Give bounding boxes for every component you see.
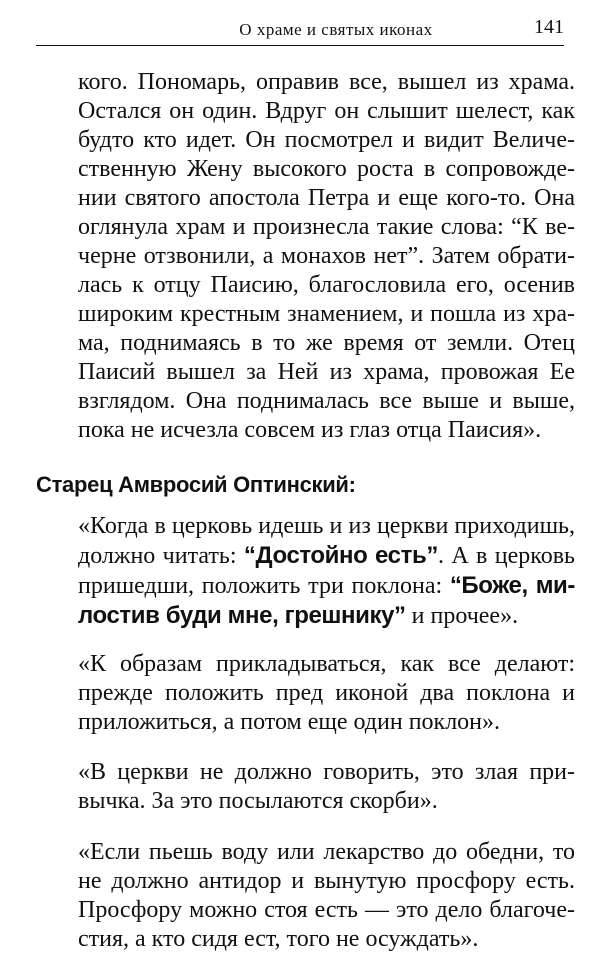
text-line: [78, 541, 575, 571]
text-line: «Когда в церковь идешь и из церкви приходишь,: [78, 513, 575, 539]
text-line: Паисий вышел за Ней из храма, провожая Ее: [78, 359, 575, 385]
text-line: взглядом. Она поднималась все выше и выше,: [78, 388, 575, 414]
section-heading: Старец Амвросий Оптинский:: [36, 472, 356, 497]
text-line: Просфору можно стоя есть — это дело благоче-: [78, 897, 575, 923]
intro-paragraph: [78, 68, 575, 445]
text-line: черне отзвонили, а монахов нет”. Затем обрати-: [78, 243, 575, 269]
text-line: ма, поднимаясь в то же время от земли. Отец: [78, 330, 575, 356]
text-fragment: пришедши, положить три поклона:: [78, 573, 450, 599]
text-fragment: . А в церковь: [437, 543, 575, 569]
text-line: не должно антидор и вынутую просфору есть.: [78, 868, 575, 894]
text-line: приложиться, а потом еще один поклон».: [78, 709, 501, 735]
text-line: «Если пьешь воду или лекарство до обедни, то: [78, 839, 575, 865]
text-line: лась к отцу Паисию, благословила его, осенив: [78, 272, 575, 298]
text-line: «В церкви не должно говорить, это злая при-: [78, 759, 575, 785]
text-line: [78, 601, 575, 631]
text-line: ственную Жену высокого роста в сопровожде-: [78, 156, 575, 182]
emphasized-prayer: “Достойно есть”: [243, 542, 438, 569]
text-line: стия, а кто сидя ест, того не осуждать».: [78, 926, 479, 952]
text-line: «К образам прикладываться, как все делают:: [78, 651, 575, 677]
text-line: широким крестным знамением, и пошла из хра-: [78, 301, 575, 327]
text-line: прежде положить пред иконой два поклона и: [78, 680, 575, 706]
quote-paragraph: [78, 838, 575, 954]
emphasized-prayer: лостив буди мне, грешнику”: [78, 602, 406, 629]
text-line: пока не исчезла совсем из глаз отца Паисия».: [78, 417, 542, 443]
quote-paragraph: [78, 650, 575, 737]
emphasized-prayer: “Боже, ми-: [449, 572, 575, 599]
quote-paragraph: [78, 512, 575, 631]
text-line: Остался он один. Вдруг он слышит шелест, как: [78, 98, 575, 124]
text-line: [78, 571, 575, 601]
text-line: кого. Пономарь, оправив все, вышел из храма.: [78, 69, 575, 95]
text-fragment: должно читать:: [78, 543, 244, 569]
header-rule: [36, 45, 564, 46]
quote-paragraph: [78, 758, 575, 816]
running-title: О храме и святых иконах: [239, 20, 433, 39]
text-line: будто кто идет. Он посмотрел и видит Величе-: [78, 127, 575, 153]
text-line: нии святого апостола Петра и еще кого-то. Она: [78, 185, 575, 211]
text-fragment: и прочее».: [405, 603, 519, 629]
text-line: оглянула храм и произнесла такие слова: “К ве-: [78, 214, 575, 240]
running-header: [36, 14, 564, 44]
text-line: вычка. За это посылаются скорби».: [78, 788, 438, 814]
page-number: 141: [534, 16, 564, 38]
